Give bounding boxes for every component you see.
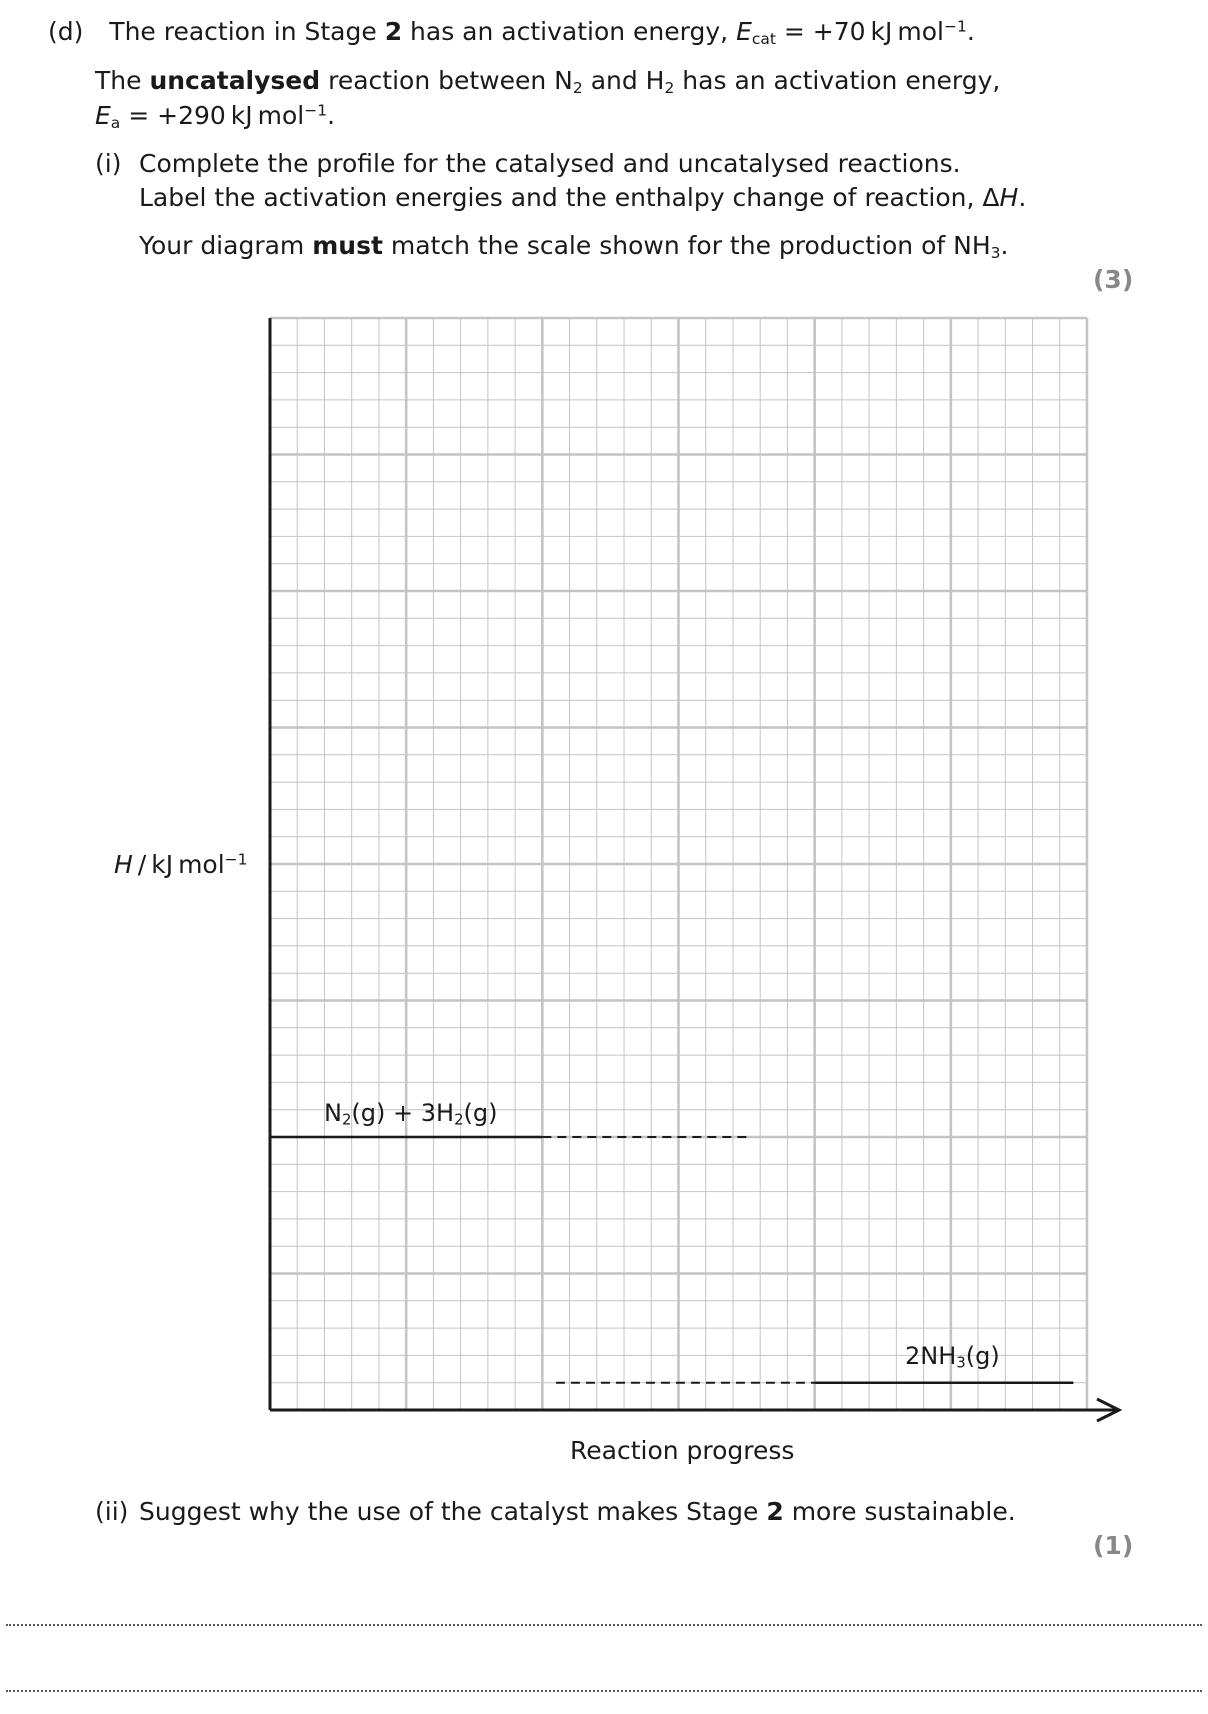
y-axis-sup: −1	[224, 850, 248, 869]
ea-unit-sup: −1	[304, 101, 328, 120]
line3-prefix: Your diagram	[139, 231, 313, 260]
must-bold: must	[312, 231, 383, 260]
line2-end: has an activation energy,	[674, 66, 1001, 95]
answer-line[interactable]	[6, 1690, 1202, 1692]
delta-h-italic: H	[999, 183, 1019, 212]
ii-end: more sustainable.	[783, 1497, 1016, 1526]
line2-text: Label the activation energies and the enthalpy change of reaction, Δ	[139, 183, 1000, 212]
reactants-mid: (g) + 3H	[351, 1099, 455, 1127]
nh3-subscript: 3	[990, 243, 1001, 262]
h2-subscript: 2	[664, 78, 675, 97]
question-ii-text	[139, 1498, 1016, 1527]
ea-symbol: E	[95, 101, 111, 130]
marks-3: (3)	[1093, 265, 1134, 294]
reactants-label	[324, 1100, 498, 1128]
line3-end: .	[1000, 231, 1009, 260]
reactants-end: (g)	[463, 1099, 498, 1127]
line2-middle: reaction between N	[320, 66, 573, 95]
uncatalysed-bold: uncatalysed	[149, 66, 321, 95]
ecat-end: .	[966, 17, 975, 46]
stage-number-ii: 2	[766, 1497, 784, 1526]
stage-number: 2	[384, 17, 403, 46]
ecat-unit-sup: −1	[944, 17, 967, 36]
ea-value: = +290 kJ mol	[120, 101, 305, 130]
reactants-h2-sub: 2	[454, 1110, 464, 1129]
y-axis-h: H	[114, 850, 133, 879]
question-i-label: (i)	[95, 149, 122, 178]
y-axis-unit: / kJ mol	[132, 850, 225, 879]
x-axis-label: Reaction progress	[570, 1436, 795, 1465]
marks-1: (1)	[1093, 1531, 1134, 1560]
y-axis-label	[114, 851, 248, 880]
question-d-text-2: has an activation energy,	[402, 17, 737, 46]
ea-subscript: a	[110, 113, 121, 132]
reactants-n: N	[324, 1099, 342, 1127]
ecat-symbol: E	[736, 17, 752, 46]
ecat-subscript: cat	[751, 29, 776, 48]
ea-end: .	[327, 101, 336, 130]
question-ii-label: (ii)	[95, 1497, 129, 1526]
n2-subscript: 2	[572, 78, 583, 97]
products-label	[905, 1343, 1000, 1371]
question-d-text: The reaction in Stage	[109, 17, 385, 46]
reactants-n2-sub: 2	[341, 1110, 352, 1129]
products-end: (g)	[965, 1342, 1000, 1370]
question-d-label: (d)	[48, 17, 84, 46]
products-sub: 3	[956, 1353, 966, 1372]
question-i-line1: Complete the profile for the catalysed and uncatalysed reactions.	[139, 149, 961, 178]
line2-prefix: The	[95, 66, 150, 95]
line3-middle: match the scale shown for the production of NH	[382, 231, 991, 260]
line2-and: and H	[582, 66, 665, 95]
products-prefix: 2NH	[905, 1342, 957, 1370]
ecat-value: = +70 kJ mol	[775, 17, 944, 46]
ii-prefix: Suggest why the use of the catalyst makes Stage	[139, 1497, 767, 1526]
line2-period: .	[1018, 183, 1027, 212]
answer-line[interactable]	[6, 1624, 1202, 1626]
